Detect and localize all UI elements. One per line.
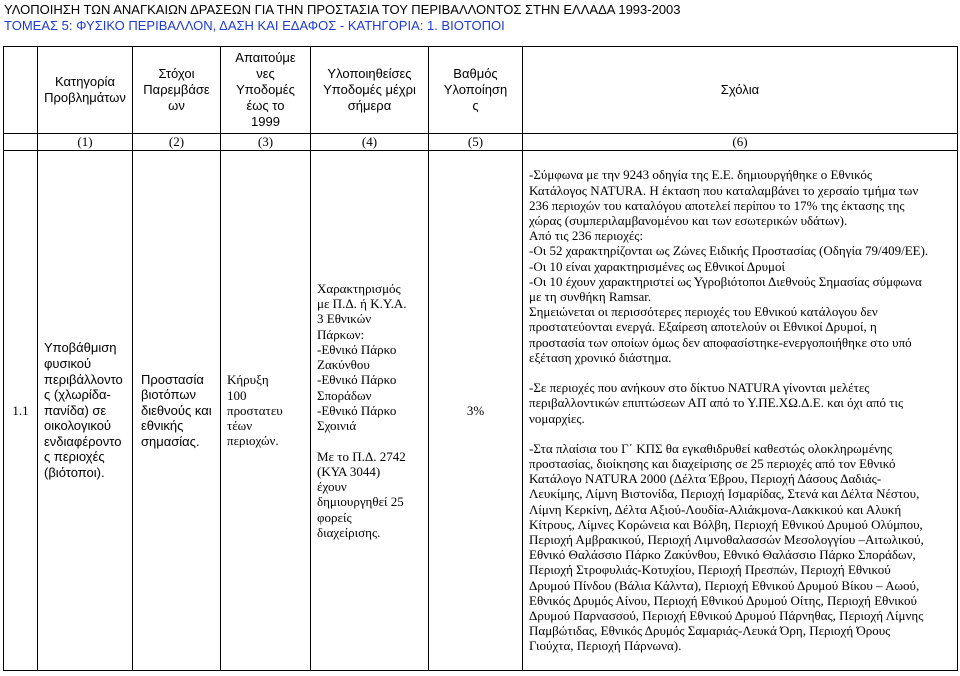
biotopes-table xyxy=(3,46,958,671)
text-line: Λευκίμης, Λίμνη Βιστονίδα, Περιοχή Ισμαρίδας, Στενά και Δέλτα Νέστου, xyxy=(529,486,920,502)
text-line: φυσικού xyxy=(44,355,92,371)
text-line: χώρας (συμπεριλαμβανομένου και των εσωτερικών υδάτων). xyxy=(529,213,848,229)
text-line: -Εθνικό Πάρκο xyxy=(317,341,397,357)
text-line: (ΚΥΑ 3044) xyxy=(317,463,381,479)
category-cell xyxy=(38,151,133,671)
header-targets xyxy=(133,47,221,134)
text-line: -Σύμφωνα με την 9243 οδηγία της Ε.Ε. δημιουργήθηκε ο Εθνικός xyxy=(529,167,873,183)
text-line: Περιοχή Αμβρακικού, Περιοχή Λιμνοθαλασσών Μεσολογγίου –Αιτωλικού, xyxy=(529,531,924,547)
implemented-cell xyxy=(311,151,429,671)
column-number-row xyxy=(4,134,958,151)
text-line: -Εθνικό Πάρκο xyxy=(317,372,397,388)
text-line: Περιοχή Στροφυλιάς-Κοτυχίου, Περιοχή Πρεσπών, Περιοχή Εθνικού xyxy=(529,562,891,578)
text-line: ς περιοχές xyxy=(44,449,105,465)
targets-cell xyxy=(133,151,221,671)
text-line: Υποβάθμιση xyxy=(44,340,117,356)
text-line: έχουν xyxy=(317,479,347,495)
text-line: Υλοποιηθείσες xyxy=(327,66,412,81)
row-id: 1.1 xyxy=(4,151,38,671)
text-line: προστασίας, διοίκησης και διαχείρισης σε 25 περιοχές από τον Εθνικό xyxy=(529,455,896,471)
header-required xyxy=(221,47,311,134)
text-line: (βιότοποι). xyxy=(44,465,105,481)
text-line: σημασίας. xyxy=(141,433,200,449)
text-line: 236 περιοχών του καταλόγου αποτελεί περίπου το 17% της έκτασης της xyxy=(529,197,905,213)
text-line: διαχείρισης. xyxy=(317,525,381,541)
header-category xyxy=(38,47,133,134)
text-line: 100 xyxy=(227,387,247,403)
text-line: οικολογικού xyxy=(44,418,112,434)
text-line: Σχοινιά xyxy=(317,418,357,434)
text-line: Κατηγορία xyxy=(55,74,115,89)
col-number-1: (1) xyxy=(38,134,133,151)
text-line: προστατευ xyxy=(227,402,283,418)
text-line: 1999 xyxy=(251,114,280,129)
text-line: Από τις 236 περιοχές: xyxy=(529,228,644,244)
col-number-6: (6) xyxy=(523,134,958,151)
degree-cell: 3% xyxy=(429,151,523,671)
document-subtitle: ΤΟΜΕΑΣ 5: ΦΥΣΙΚΟ ΠΕΡΙΒΑΛΛΟΝ, ΔΑΣΗ ΚΑΙ ΕΔΑΦΟΣ - ΚΑΤΗΓΟΡΙΑ: 1. ΒΙΟΤΟΠΟΙ xyxy=(4,18,505,33)
text-line: Κατάλογος NATURA. Η έκταση που καταλαμβάνει το χερσαίο τμήμα των xyxy=(529,182,919,198)
text-line: Πάρκων: xyxy=(317,326,365,342)
text-line: -Σε περιοχές που ανήκουν στο δίκτυο NATURA γίνονται μελέτες xyxy=(529,380,870,396)
text-line: Ζακύνθου xyxy=(317,357,370,373)
text-line: Προστασία xyxy=(141,371,204,387)
text-line: -Στα πλαίσια του Γ΄ ΚΠΣ θα εγκαθιδρυθεί καθεστώς ολοκληρωμένης xyxy=(529,440,892,456)
text-line: ς (χλωρίδα- xyxy=(44,387,111,403)
text-line: Δρυμού Παρνασσού, Περιοχή Εθνικού Δρυμού Πάρνηθας, Περιοχή Λίμνης xyxy=(529,607,924,623)
text-line: Απαιτούμε xyxy=(235,50,296,65)
header-implemented xyxy=(311,47,429,134)
text-line: εθνικής xyxy=(141,418,184,434)
comments-impact-studies xyxy=(529,380,957,426)
col-number-3: (3) xyxy=(221,134,311,151)
header-degree xyxy=(429,47,523,134)
text-line: διεθνούς και xyxy=(141,402,212,418)
text-line: Κατάλογο NATURA 2000 (Δέλτα Έβρου, Περιοχή Δάσους Δαδιάς- xyxy=(529,471,882,487)
text-line: 3 Εθνικών xyxy=(317,311,372,327)
text-line: φορείς xyxy=(317,509,352,525)
text-line: Χαρακτηρισμός xyxy=(317,280,401,296)
col-number-4: (4) xyxy=(311,134,429,151)
text-line: Δρυμού Πίνδου (Βάλια Κάλντα), Περιοχή Εθνικού Δρυμού Βίκου – Αωού, xyxy=(529,577,920,593)
text-line: ενδιαφέροντο xyxy=(44,433,122,449)
text-line: νες xyxy=(256,66,275,81)
text-line: Υποδομές xyxy=(236,82,295,97)
text-line: δημιουργηθεί 25 xyxy=(317,494,404,510)
text-line: νομαρχίες. xyxy=(529,410,585,426)
document-title: ΥΛΟΠΟΙΗΣΗ ΤΩΝ ΑΝΑΓΚΑΙΩΝ ΔΡΑΣΕΩΝ ΓΙΑ ΤΗΝ ΠΡΟΣΤΑΣΙΑ ΤΟΥ ΠΕΡΙΒΑΛΛΟΝΤΟΣ ΣΤΗΝ ΕΛΛΑΔΑ 1993-2003 xyxy=(4,2,681,17)
text-line: πανίδα) σε xyxy=(44,402,107,418)
col-number-5: (5) xyxy=(429,134,523,151)
text-line: τέων xyxy=(227,418,253,434)
text-line: Σποράδων xyxy=(317,387,372,403)
header-row xyxy=(4,47,958,134)
comments-cell xyxy=(523,151,958,671)
text-line: Βαθμός xyxy=(453,66,498,81)
text-line: Κίτρους, Λίμνες Κορώνεια και Βόλβη, Περιοχή Εθνικού Δρυμού Ολύμπου, xyxy=(529,516,923,532)
text-line: Παρεμβάσε xyxy=(143,82,210,97)
comments-natura-catalog xyxy=(529,167,957,365)
text-line: περιοχών. xyxy=(227,433,279,449)
text-line: -Οι 10 έχουν χαρακτηριστεί ως Υγροβιότοποι Διεθνούς Σημασίας σύμφωνα xyxy=(529,273,922,289)
text-line: προστατεύονται ενεργά. Εξαίρεση αποτελούν οι Εθνικοί Δρυμοί, η xyxy=(529,319,877,335)
text-line: περιβάλλοντο xyxy=(44,371,123,387)
required-cell xyxy=(221,151,311,671)
text-line: ς xyxy=(472,98,479,113)
text-line: σήμερα xyxy=(347,98,392,113)
text-line: Υποδομές μέχρι xyxy=(323,82,416,97)
text-line: Εθνικό Θαλάσσιο Πάρκο Ζακύνθου, Εθνικό Θαλάσσιο Πάρκο Σποράδων, xyxy=(529,547,916,563)
text-line: -Οι 52 χαρακτηρίζονται ως Ζώνες Ειδικής Προστασίας (Οδηγία 79/409/ΕΕ). xyxy=(529,243,929,259)
text-line: Με το Π.Δ. 2742 xyxy=(317,448,406,464)
text-line: ων xyxy=(168,98,185,113)
implemented-management-bodies xyxy=(317,449,428,541)
text-line: Γιούχτα, Περιοχή Πάρνωνα). xyxy=(529,638,682,654)
text-line: Στόχοι xyxy=(158,66,195,81)
header-empty-cell xyxy=(4,47,38,134)
text-line: με Π.Δ. ή Κ.Υ.Α. xyxy=(317,295,407,311)
implemented-designation xyxy=(317,281,428,434)
text-line: με τη συνθήκη Ramsar. xyxy=(529,289,652,305)
text-line: Κήρυξη xyxy=(227,372,269,388)
text-line: Υλοποίηση xyxy=(443,82,508,97)
text-line: Λίμνη Κερκίνη, Δέλτα Αξιού-Λουδία-Αλιάκμονα-Λακκικού και Αλυκή xyxy=(529,501,902,517)
text-line: προστασία των οποίων όμως δεν αποφασίστηκε-ενεργοποιήθηκε στο υπό xyxy=(529,334,912,350)
text-line: βιοτόπων xyxy=(141,387,197,403)
table-row xyxy=(4,151,958,671)
header-comments: Σχόλια xyxy=(523,47,958,134)
num-empty-cell xyxy=(4,134,38,151)
text-line: περιβαλλοντικών επιπτώσεων ΑΠ από το Υ.ΠΕ.ΧΩ.Δ.Ε. και όχι από τις xyxy=(529,395,904,411)
text-line: Προβλημάτων xyxy=(44,90,126,105)
text-line: Παμβώτιδας, Εθνικός Δρυμός Σαμαριάς-Λευκά Όρη, Περιοχή Όρους xyxy=(529,623,891,639)
comments-kps-areas xyxy=(529,441,957,654)
text-line: Σημειώνεται οι περισσότερες περιοχές του Εθνικού κατάλογου δεν xyxy=(529,304,878,320)
text-line: Εθνικός Δρυμός Αίνου, Περιοχή Εθνικού Δρυμού Οίτης, Περιοχή Εθνικού xyxy=(529,592,917,608)
text-line: -Εθνικό Πάρκο xyxy=(317,403,397,418)
text-line: -Οι 10 είναι χαρακτηρισμένες ως Εθνικοί Δρυμοί xyxy=(529,258,785,274)
text-line: εξέταση χρονικό διάστημα. xyxy=(529,349,672,365)
text-line: έως το xyxy=(246,98,285,113)
col-number-2: (2) xyxy=(133,134,221,151)
